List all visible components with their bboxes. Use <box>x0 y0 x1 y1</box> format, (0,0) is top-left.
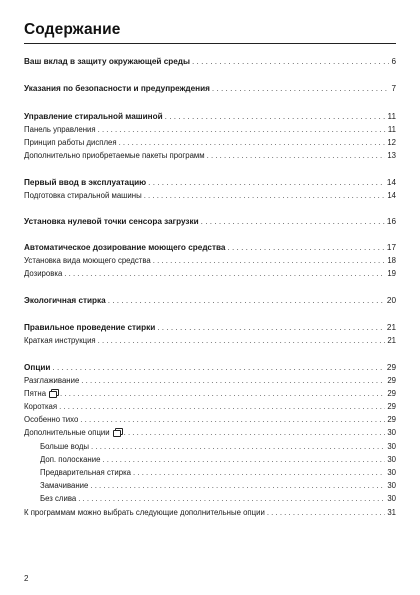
toc-entry-page: 30 <box>387 468 396 477</box>
toc-entry-page: 30 <box>387 442 396 451</box>
dot-leader <box>207 150 386 162</box>
toc-entry-label: Без слива <box>40 494 77 503</box>
dot-leader <box>102 454 385 466</box>
dot-leader <box>98 124 386 136</box>
toc-entry-label: Доп. полоскание <box>40 455 101 464</box>
toc-entry-page: 29 <box>387 415 396 424</box>
toc-entry[interactable] <box>24 427 396 439</box>
toc-entry[interactable] <box>24 441 396 453</box>
toc-entry[interactable] <box>24 190 396 202</box>
toc-entry-page: 11 <box>387 125 396 134</box>
toc-entry-label: Принцип работы дисплея <box>24 138 117 147</box>
toc-entry-page: 12 <box>387 138 396 147</box>
toc-entry-label: Указания по безопасности и предупреждения <box>24 84 210 93</box>
toc-entry-page: 17 <box>386 243 396 252</box>
dot-leader <box>78 493 385 505</box>
toc-entry-label: Установка нулевой точки сенсора загрузки <box>24 217 199 226</box>
dot-leader <box>153 255 386 267</box>
toc-entry-page: 16 <box>386 217 396 226</box>
page-number: 2 <box>24 574 29 583</box>
multi-option-icon <box>113 428 122 436</box>
toc-entry-label: Краткая инструкция <box>24 336 96 345</box>
toc-entry-label: Управление стиральной машиной <box>24 112 163 121</box>
page-title: Содержание <box>24 21 121 38</box>
toc-entry[interactable] <box>24 480 396 492</box>
toc-entry-label: Первый ввод в эксплуатацию <box>24 178 147 187</box>
toc-entry-label: Панель управления <box>24 125 96 134</box>
toc-entry-page: 31 <box>387 508 396 517</box>
dot-leader <box>59 401 385 413</box>
dot-leader <box>119 137 386 149</box>
toc-entry[interactable] <box>24 216 396 228</box>
dot-leader <box>80 414 385 426</box>
table-of-contents <box>24 0 396 595</box>
toc-entry[interactable] <box>24 137 396 149</box>
toc-entry-page: 7 <box>391 84 396 93</box>
toc-entry-page: 13 <box>387 151 396 160</box>
dot-leader <box>148 177 385 189</box>
dot-leader <box>81 375 385 387</box>
toc-entry-label: Особенно тихо <box>24 415 79 424</box>
toc-entry-page: 29 <box>386 363 396 372</box>
toc-entry-page: 11 <box>387 112 396 121</box>
toc-entry-label: Дополнительные опции <box>24 427 122 439</box>
toc-entry-page: 14 <box>386 178 396 187</box>
toc-entry-label: Подготовка стиральной машины <box>24 191 142 200</box>
toc-entry[interactable] <box>24 83 396 95</box>
dot-leader <box>64 268 385 280</box>
toc-entry-page: 14 <box>387 191 396 200</box>
dot-leader <box>52 362 384 374</box>
toc-entry-label: Предварительная стирка <box>40 468 132 477</box>
dot-leader <box>91 441 385 453</box>
toc-entry[interactable] <box>24 177 396 189</box>
toc-entry[interactable] <box>24 388 396 400</box>
dot-leader <box>157 322 385 334</box>
dot-leader <box>60 388 385 400</box>
dot-leader <box>212 83 390 95</box>
toc-entry[interactable] <box>24 150 396 162</box>
toc-entry-page: 29 <box>387 402 396 411</box>
toc-entry-label: Опции <box>24 363 51 372</box>
dot-leader <box>227 242 384 254</box>
toc-entry[interactable] <box>24 268 396 280</box>
toc-entry-page: 30 <box>387 494 396 503</box>
toc-entry[interactable] <box>24 335 396 347</box>
toc-entry[interactable] <box>24 375 396 387</box>
toc-entry-page: 21 <box>387 336 396 345</box>
toc-entry-page: 21 <box>386 323 396 332</box>
toc-entry[interactable] <box>24 362 396 374</box>
dot-leader <box>165 111 386 123</box>
toc-entry-label: Правильное проведение стирки <box>24 323 156 332</box>
toc-entry[interactable] <box>24 322 396 334</box>
toc-entry-label: Дополнительно приобретаемые пакеты программ <box>24 151 205 160</box>
dot-leader <box>267 507 385 519</box>
toc-entry-label: Автоматическое дозирование моющего средства <box>24 243 226 252</box>
dot-leader <box>133 467 385 479</box>
dot-leader <box>144 190 386 202</box>
toc-entry[interactable] <box>24 255 396 267</box>
toc-entry-label: Установка вида моющего средства <box>24 256 151 265</box>
toc-entry[interactable] <box>24 507 396 519</box>
toc-entry-label: Больше воды <box>40 442 90 451</box>
toc-entry[interactable] <box>24 295 396 307</box>
toc-entry[interactable] <box>24 401 396 413</box>
toc-entry-label: Экологичная стирка <box>24 296 106 305</box>
dot-leader <box>108 295 385 307</box>
toc-entry[interactable] <box>24 467 396 479</box>
toc-entry-label: К программам можно выбрать следующие дополнительные опции <box>24 508 265 517</box>
toc-entry-page: 30 <box>387 481 396 490</box>
toc-entry[interactable] <box>24 414 396 426</box>
dot-leader <box>192 56 389 68</box>
dot-leader <box>124 427 386 439</box>
toc-entry-label: Пятна <box>24 388 58 400</box>
toc-entry-page: 18 <box>387 256 396 265</box>
toc-entry[interactable] <box>24 242 396 254</box>
dot-leader <box>201 216 385 228</box>
toc-entry[interactable] <box>24 493 396 505</box>
toc-entry[interactable] <box>24 111 396 123</box>
toc-entry-page: 30 <box>387 455 396 464</box>
toc-entry[interactable] <box>24 454 396 466</box>
dot-leader <box>98 335 386 347</box>
toc-entry[interactable] <box>24 56 396 68</box>
multi-option-icon <box>49 389 58 397</box>
toc-entry-label: Замачивание <box>40 481 89 490</box>
toc-entry-page: 29 <box>387 376 396 385</box>
toc-entry-label: Ваш вклад в защиту окружающей среды <box>24 57 190 66</box>
toc-entry-page: 6 <box>391 57 396 66</box>
toc-entry-page: 19 <box>387 269 396 278</box>
toc-entry-label: Короткая <box>24 402 58 411</box>
toc-entry[interactable] <box>24 124 396 136</box>
toc-entry-label: Разглаживание <box>24 376 80 385</box>
toc-entry-page: 29 <box>387 389 396 398</box>
toc-entry-label: Дозировка <box>24 269 63 278</box>
dot-leader <box>90 480 385 492</box>
toc-entry-page: 30 <box>387 428 396 437</box>
toc-entry-page: 20 <box>386 296 396 305</box>
